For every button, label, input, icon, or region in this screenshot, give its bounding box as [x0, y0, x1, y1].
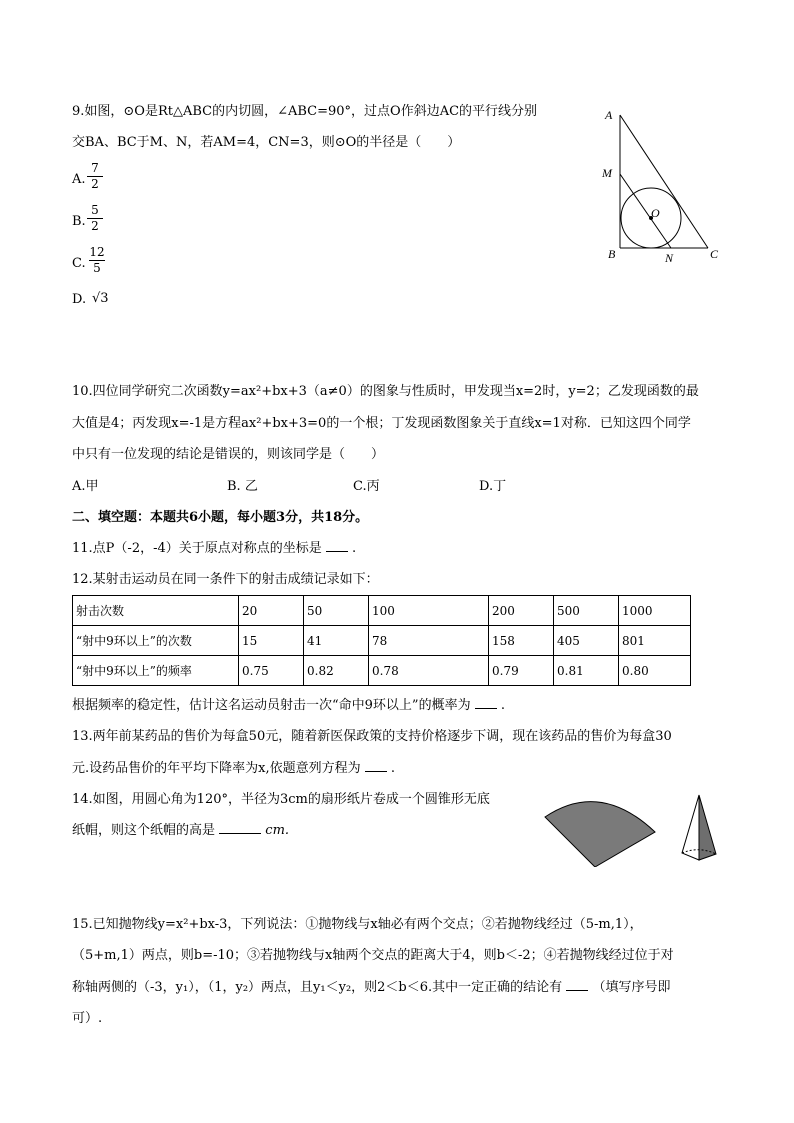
- q14-answer-blank[interactable]: [219, 833, 261, 834]
- q13-line2: [72, 761, 395, 777]
- q15-line3-text: 称轴两侧的（-3，y₁），（1，y₂）两点，且y₁＜y₂，则2＜b＜6.其中一定正确的结论有: [72, 980, 563, 995]
- q9-triangle-incircle-figure: [600, 105, 730, 270]
- q11-answer-blank[interactable]: [326, 551, 348, 552]
- table-cell: 100: [369, 596, 489, 626]
- table-cell: 20: [239, 596, 304, 626]
- table-cell: 50: [304, 596, 369, 626]
- q14-line2: [72, 823, 289, 839]
- q9-option-b-label[interactable]: B.: [72, 214, 86, 229]
- fraction-numerator: 7: [91, 161, 99, 175]
- table-cell: 405: [554, 626, 619, 656]
- q9-option-c-fraction: [89, 246, 105, 275]
- table-cell: 0.81: [554, 656, 619, 686]
- point-label-n: N: [665, 251, 674, 265]
- table-cell: 0.80: [619, 656, 691, 686]
- q12-after: [72, 698, 505, 714]
- fraction-numerator: 12: [89, 245, 105, 259]
- table-cell: 0.79: [489, 656, 554, 686]
- table-row: [73, 626, 691, 656]
- q11-text: 11.点P（-2，-4）关于原点对称点的坐标是: [72, 541, 322, 556]
- q9-stem-line2: 交BA、BC于M、N，若AM=4，CN=3，则⊙O的半径是（ ）: [72, 135, 461, 150]
- q10-option-c[interactable]: C.丙: [353, 479, 380, 494]
- paper-cone-figure: [680, 792, 720, 867]
- table-cell: “射中9环以上”的频率: [73, 656, 239, 686]
- table-cell: 0.78: [369, 656, 489, 686]
- q9-option-d-value: √3: [92, 291, 109, 306]
- q10-line2: 大值是4；丙发现x=-1是方程ax²+bx+3=0的一个根；丁发现函数图象关于直线x=1对称．已知这四个同学: [72, 416, 691, 431]
- center-label-o: O: [651, 206, 660, 220]
- fraction-denominator: 2: [91, 219, 99, 233]
- vertex-label-c: C: [710, 247, 719, 261]
- q15-line3-end: （填写序号即: [592, 980, 671, 995]
- q14-line1: 14.如图，用圆心角为120°，半径为3cm的扇形纸片卷成一个圆锥形无底: [72, 792, 490, 807]
- q11: [72, 541, 356, 557]
- table-cell: “射中9环以上”的次数: [73, 626, 239, 656]
- q11-end: .: [352, 541, 357, 556]
- q12-after-text: 根据频率的稳定性，估计这名运动员射击一次“命中9环以上”的概率为: [72, 698, 471, 713]
- q9-option-b-fraction: [87, 204, 103, 233]
- fraction-numerator: 5: [91, 203, 99, 217]
- table-cell: 200: [489, 596, 554, 626]
- table-cell: 78: [369, 626, 489, 656]
- table-cell: 15: [239, 626, 304, 656]
- q15-answer-blank[interactable]: [566, 990, 588, 991]
- table-cell: 158: [489, 626, 554, 656]
- q10-line1: 10.四位同学研究二次函数y=ax²+bx+3（a≠0）的图象与性质时，甲发现当x=2时，y=2；乙发现函数的最: [72, 384, 699, 399]
- q12-frequency-table: [72, 595, 691, 686]
- table-cell: 41: [304, 626, 369, 656]
- table-row: [73, 656, 691, 686]
- q12-end: .: [500, 698, 505, 713]
- q13-answer-blank[interactable]: [365, 771, 387, 772]
- q10-option-b[interactable]: B. 乙: [227, 479, 258, 494]
- q13-line1: 13.两年前某药品的售价为每盒50元，随着新医保政策的支持价格逐步下调，现在该药品的售价为每盒30: [72, 729, 672, 744]
- q15-line1: 15.已知抛物线y=x²+bx-3，下列说法：①抛物线与x轴必有两个交点；②若抛物线经过（5-m,1），: [72, 917, 643, 932]
- table-cell: 0.75: [239, 656, 304, 686]
- q12-intro: 12.某射击运动员在同一条件下的射击成绩记录如下：: [72, 572, 379, 587]
- table-cell: 0.82: [304, 656, 369, 686]
- sector-paper-figure: [540, 792, 665, 867]
- q15-line4: 可）.: [72, 1011, 103, 1026]
- q10-line3: 中只有一位发现的结论是错误的，则该同学是（ ）: [72, 447, 385, 462]
- table-cell: 射击次数: [73, 596, 239, 626]
- vertex-label-a: A: [605, 108, 613, 122]
- q9-option-c-label[interactable]: C.: [72, 256, 86, 271]
- q10-option-a[interactable]: A.甲: [72, 479, 99, 494]
- q9-option-d-label[interactable]: D.: [72, 292, 87, 307]
- vertex-label-b: B: [608, 247, 616, 261]
- q9-stem-line1: 9.如图，⊙O是Rt△ABC的内切圆，∠ABC=90°，过点O作斜边AC的平行线分别: [72, 104, 538, 119]
- table-row: [73, 596, 691, 626]
- section-2-header: 二、填空题：本题共6小题，每小题3分，共18分。: [72, 510, 369, 525]
- q15-line3: [72, 980, 670, 996]
- table-cell: 1000: [619, 596, 691, 626]
- point-label-m: M: [602, 166, 612, 180]
- q14-line2-text: 纸帽，则这个纸帽的高是: [72, 823, 216, 838]
- q14-unit: cm.: [265, 823, 290, 838]
- q15-line2: （5+m,1）两点，则b=-10；③若抛物线与x轴两个交点的距离大于4，则b＜-2；④若抛物线经过位于对: [72, 948, 674, 963]
- q12-answer-blank[interactable]: [475, 708, 497, 709]
- table-cell: 500: [554, 596, 619, 626]
- table-cell: 801: [619, 626, 691, 656]
- q10-option-d[interactable]: D.丁: [479, 479, 507, 494]
- q9-option-a-fraction: [87, 162, 103, 191]
- q13-end: .: [390, 761, 396, 776]
- q9-option-a-label[interactable]: A.: [72, 172, 86, 187]
- fraction-denominator: 2: [91, 177, 99, 191]
- fraction-denominator: 5: [93, 261, 101, 275]
- q13-line2-text: 元.设药品售价的年平均下降率为x,依题意列方程为: [72, 761, 361, 776]
